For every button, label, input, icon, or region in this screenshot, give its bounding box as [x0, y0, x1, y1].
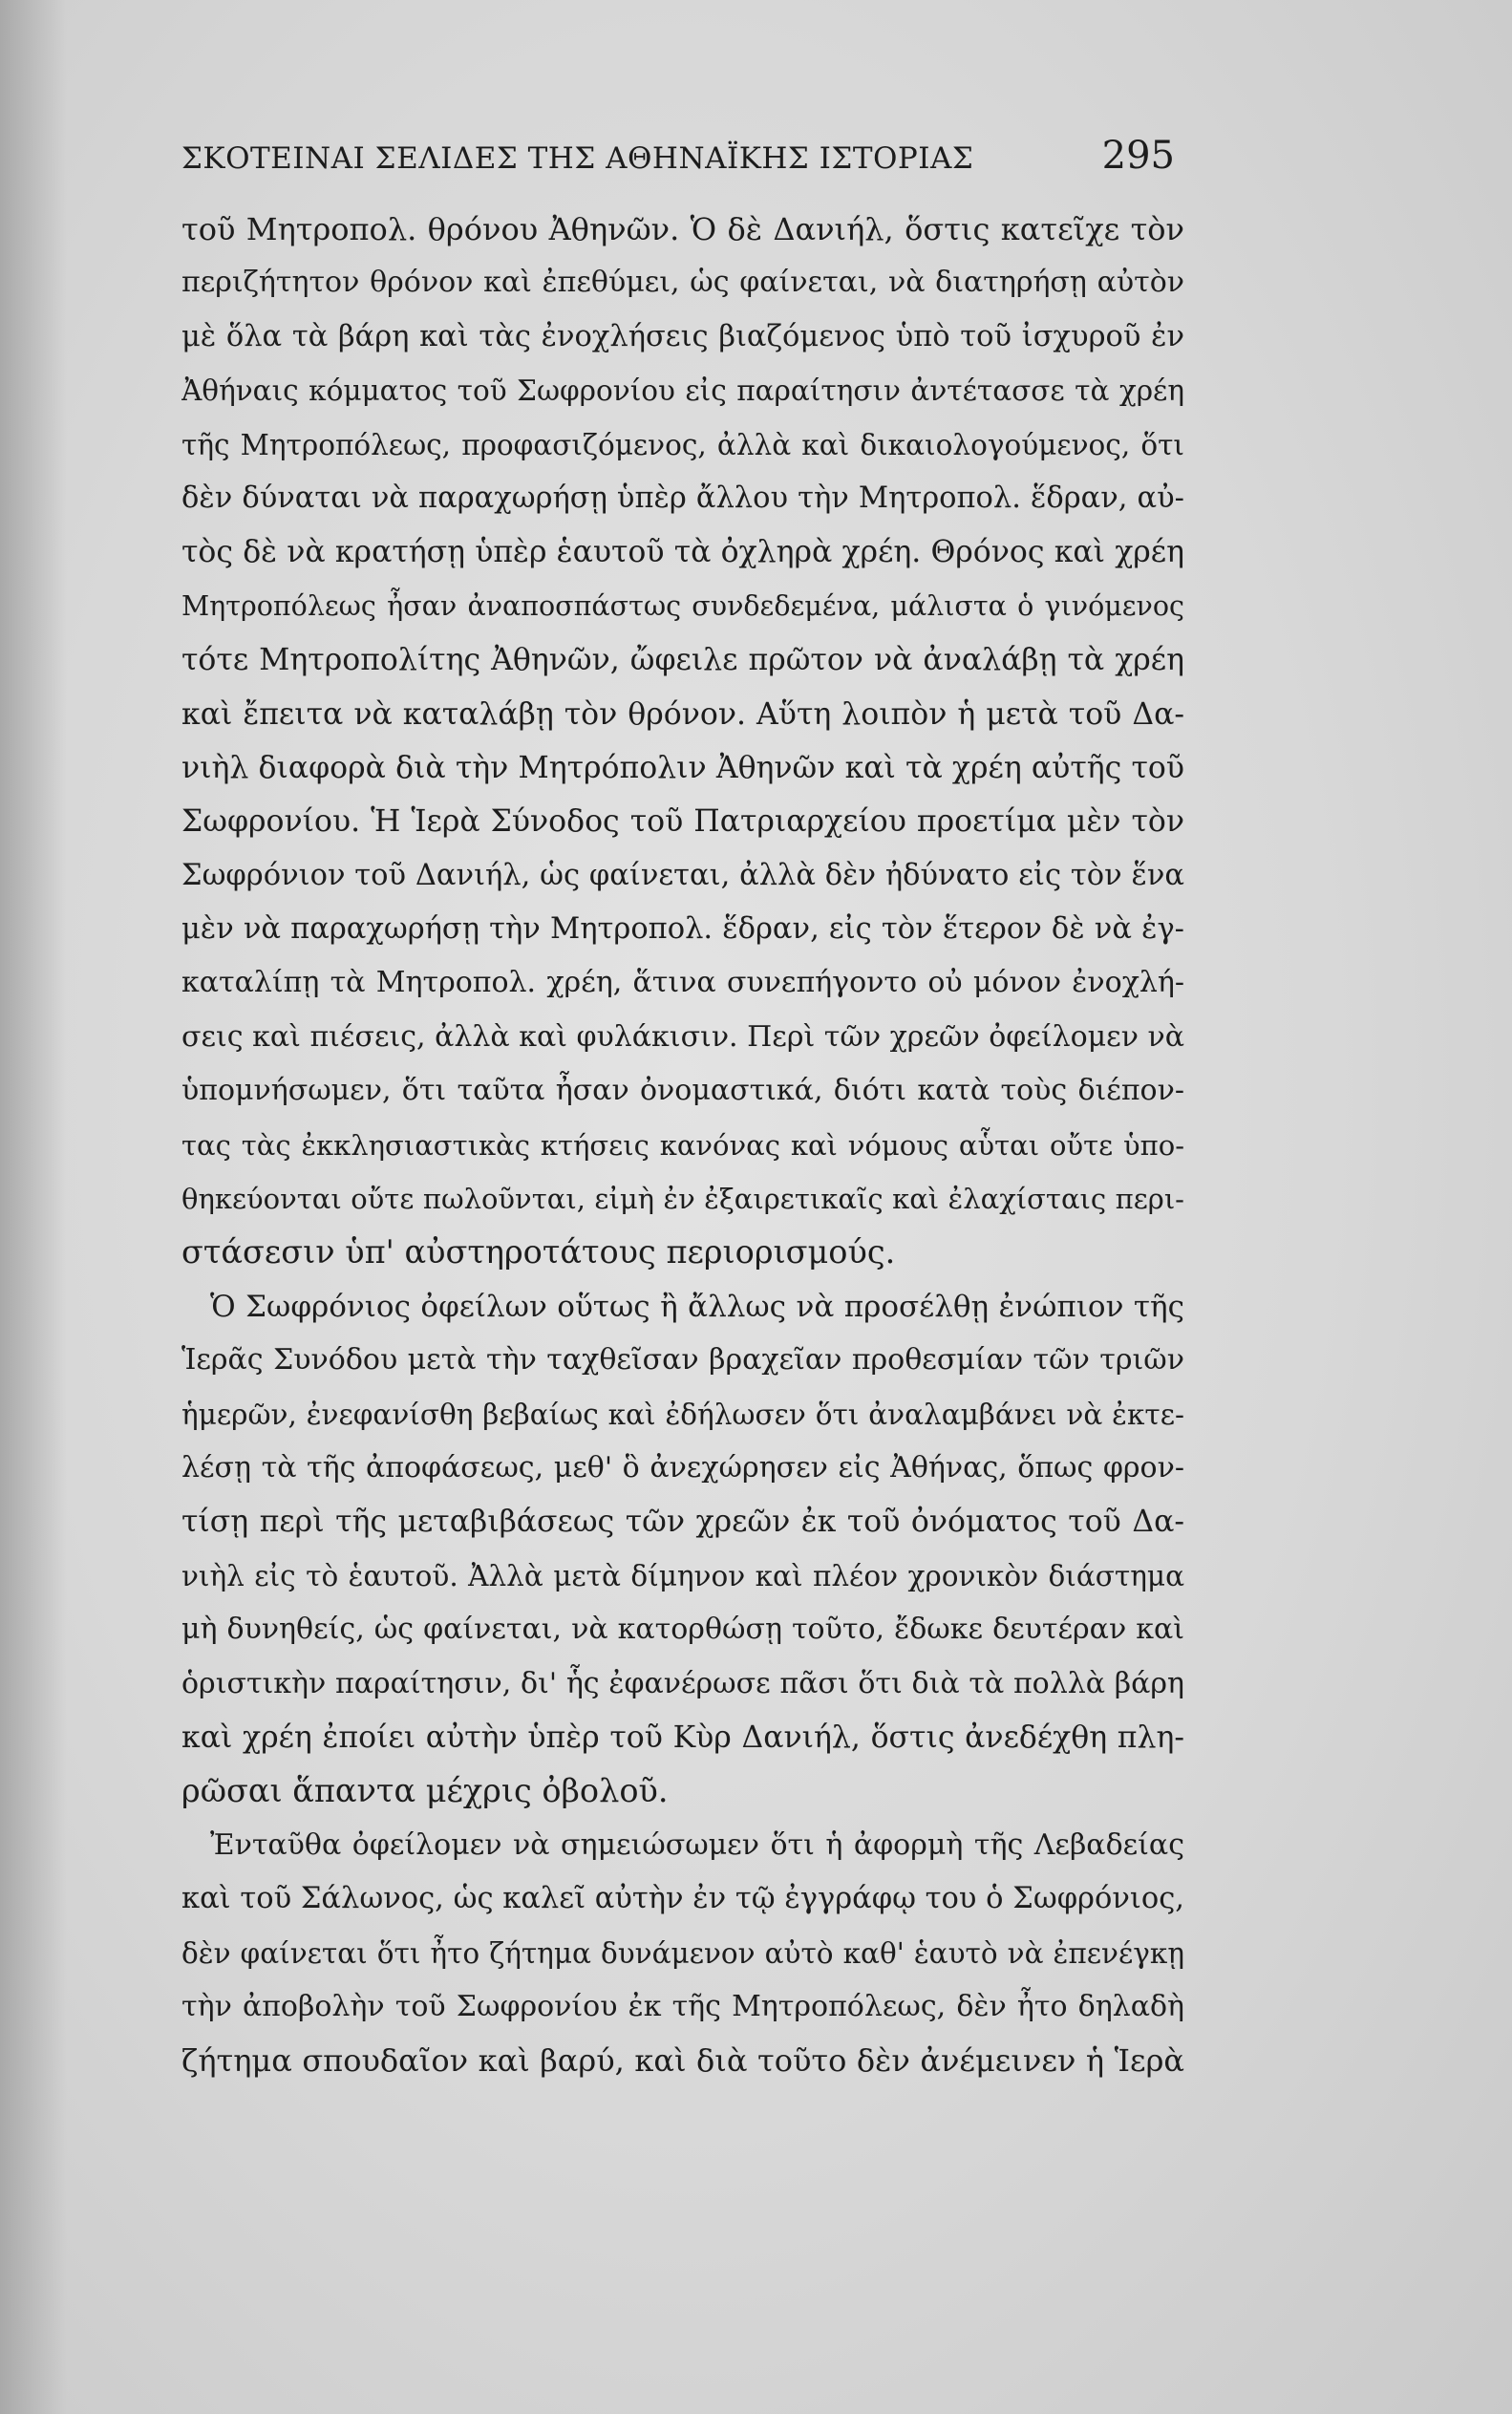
text-line: ὑπομνήσωμεν, ὅτι ταῦτα ἦσαν ὀνομαστικά, διότι κατὰ τοὺς διέπον-: [181, 1074, 1184, 1108]
text-line: ζήτημα σπουδαῖον καὶ βαρύ, καὶ διὰ τοῦτο δὲν ἀνέμεινεν ἡ Ἱερὰ: [181, 2042, 1184, 2080]
text-line: μὴ δυνηθείς, ὡς φαίνεται, νὰ κατορθώσῃ τοῦτο, ἔδωκε δευτέραν καὶ: [181, 1613, 1184, 1647]
body-text: [181, 203, 1184, 2088]
text-line: καὶ χρέη ἐποίει αὐτὴν ὑπὲρ τοῦ Κὺρ Δανιήλ, ὅστις ἀνεδέχθη πλη-: [181, 1720, 1184, 1755]
text-line: τὸς δὲ νὰ κρατήσῃ ὑπὲρ ἑαυτοῦ τὰ ὀχληρὰ χρέη. Θρόνος καὶ χρέη: [181, 535, 1184, 570]
text-line: μὲν νὰ παραχωρήσῃ τὴν Μητροπολ. ἕδραν, εἰς τὸν ἕτερον δὲ νὰ ἐγ-: [181, 912, 1184, 947]
page-edge-shadow: [0, 0, 67, 2414]
text-line: νιὴλ διαφορὰ διὰ τὴν Μητρόπολιν Ἀθηνῶν καὶ τὰ χρέη αὐτῆς τοῦ: [181, 750, 1184, 785]
text-line: Ἱερᾶς Συνόδου μετὰ τὴν ταχθεῖσαν βραχεῖαν προθεσμίαν τῶν τριῶν: [181, 1343, 1184, 1378]
text-line: δὲν δύναται νὰ παραχωρήσῃ ὑπὲρ ἄλλου τὴν Μητροπολ. ἕδραν, αὐ-: [181, 481, 1184, 515]
text-line: ὁριστικὴν παραίτησιν, δι' ἧς ἐφανέρωσε πᾶσι ὅτι διὰ τὰ πολλὰ βάρη: [181, 1666, 1184, 1700]
text-line: Σωφρονίου. Ἡ Ἱερὰ Σύνοδος τοῦ Πατριαρχείου προετίμα μὲν τὸν: [181, 804, 1184, 840]
running-title: ΣΚΟΤΕΙΝΑΙ ΣΕΛΙΔΕΣ ΤΗΣ ΑΘΗΝΑΪΚΗΣ ΙΣΤΟΡΙΑΣ: [181, 141, 974, 176]
page-header: [181, 134, 1175, 182]
text-line: Ἀθήναις κόμματος τοῦ Σωφρονίου εἰς παραίτησιν ἀντέτασσε τὰ χρέη: [181, 374, 1184, 408]
text-line: καταλίπῃ τὰ Μητροπολ. χρέη, ἅτινα συνεπήγοντο οὐ μόνον ἐνοχλή-: [181, 966, 1184, 1000]
text-line: περιζήτητον θρόνον καὶ ἐπεθύμει, ὡς φαίνεται, νὰ διατηρήσῃ αὐτὸν: [181, 266, 1184, 300]
text-line: τας τὰς ἐκκλησιαστικὰς κτήσεις κανόνας καὶ νόμους αὗται οὔτε ὑπο-: [181, 1128, 1184, 1162]
text-line: Μητροπόλεως ἦσαν ἀναποσπάστως συνδεδεμένα, μάλιστα ὁ γινόμενος: [181, 589, 1184, 622]
text-line: δὲν φαίνεται ὅτι ἦτο ζήτημα δυνάμενον αὐτὸ καθ' ἑαυτὸ νὰ ἐπενέγκῃ: [181, 1936, 1184, 1970]
text-line: στάσεσιν ὑπ' αὐστηροτάτους περιορισμούς.: [181, 1233, 896, 1271]
text-line: τίσῃ περὶ τῆς μεταβιβάσεως τῶν χρεῶν ἐκ τοῦ ὀνόματος τοῦ Δα-: [181, 1505, 1184, 1540]
text-line: Ὁ Σωφρόνιος ὀφείλων οὕτως ἢ ἄλλως νὰ προσέλθῃ ἐνώπιον τῆς: [210, 1289, 1184, 1324]
text-line: Ἐνταῦθα ὀφείλομεν νὰ σημειώσωμεν ὅτι ἡ ἀφορμὴ τῆς Λεβαδείας: [210, 1827, 1184, 1862]
text-line: μὲ ὅλα τὰ βάρη καὶ τὰς ἐνοχλήσεις βιαζόμενος ὑπὸ τοῦ ἰσχυροῦ ἐν: [181, 319, 1184, 353]
text-line: τὴν ἀποβολὴν τοῦ Σωφρονίου ἐκ τῆς Μητροπόλεως, δὲν ἦτο δηλαδὴ: [181, 1989, 1184, 2023]
text-line: θηκεύονται οὔτε πωλοῦνται, εἰμὴ ἐν ἐξαιρετικαῖς καὶ ἐλαχίσταις περι-: [181, 1183, 1184, 1216]
text-line: καὶ τοῦ Σάλωνος, ὡς καλεῖ αὐτὴν ἐν τῷ ἐγγράφῳ του ὁ Σωφρόνιος,: [181, 1882, 1184, 1916]
text-line: τοῦ Μητροπολ. θρόνου Ἀθηνῶν. Ὁ δὲ Δανιήλ, ὅστις κατεῖχε τὸν: [181, 211, 1184, 247]
text-line: νιὴλ εἰς τὸ ἑαυτοῦ. Ἀλλὰ μετὰ δίμηνον καὶ πλέον χρονικὸν διάστημα: [181, 1559, 1184, 1592]
text-line: ἡμερῶν, ἐνεφανίσθη βεβαίως καὶ ἐδήλωσεν ὅτι ἀναλαμβάνει νὰ ἐκτε-: [181, 1398, 1184, 1431]
text-line: Σωφρόνιον τοῦ Δανιήλ, ὡς φαίνεται, ἀλλὰ δὲν ἠδύνατο εἰς τὸν ἕνα: [181, 858, 1184, 892]
text-line: σεις καὶ πιέσεις, ἀλλὰ καὶ φυλάκισιν. Περὶ τῶν χρεῶν ὀφείλομεν νὰ: [181, 1019, 1184, 1054]
text-line: τῆς Μητροπόλεως, προφασιζόμενος, ἀλλὰ καὶ δικαιολογούμενος, ὅτι: [181, 428, 1184, 461]
text-line: καὶ ἔπειτα νὰ καταλάβῃ τὸν θρόνον. Αὕτη λοιπὸν ἡ μετὰ τοῦ Δα-: [181, 696, 1184, 732]
text-line: τότε Μητροπολίτης Ἀθηνῶν, ὤφειλε πρῶτον νὰ ἀναλάβῃ τὰ χρέη: [181, 643, 1184, 678]
text-line: ρῶσαι ἅπαντα μέχρις ὀβολοῦ.: [181, 1772, 669, 1810]
page-number: 295: [1101, 134, 1175, 178]
text-line: λέσῃ τὰ τῆς ἀποφάσεως, μεθ' ὃ ἀνεχώρησεν εἰς Ἀθήνας, ὅπως φρον-: [181, 1450, 1184, 1485]
